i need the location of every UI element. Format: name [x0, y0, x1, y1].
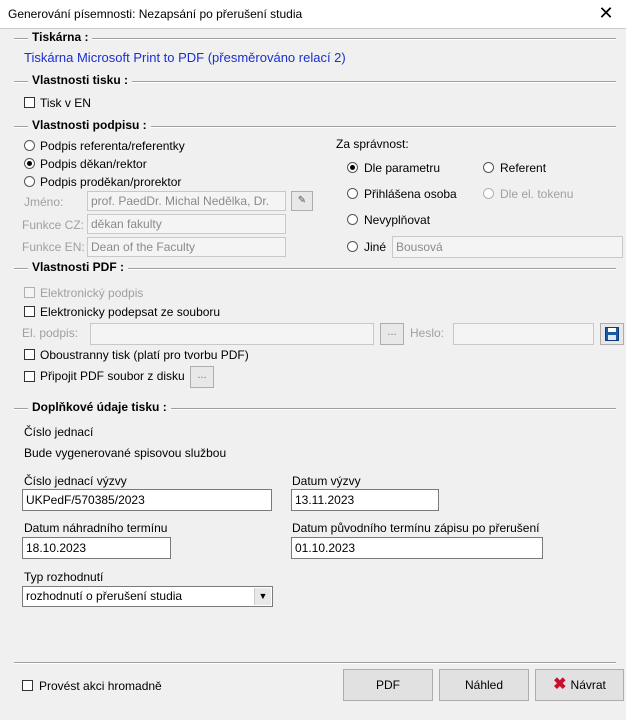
datum-vyzvy-label: Datum výzvy [292, 474, 361, 488]
radio-podpis-dekan[interactable] [24, 158, 35, 169]
radio-prihlasena-osoba-label: Přihlášena osoba [364, 187, 457, 201]
podepsat-ze-souboru-checkbox[interactable] [24, 306, 35, 317]
chevron-down-icon[interactable]: ▼ [254, 588, 271, 605]
radio-jine-label: Jiné [364, 240, 387, 254]
radio-dle-parametru[interactable] [347, 162, 358, 173]
close-icon[interactable]: ✕ [598, 3, 614, 23]
red-x-icon: ✖ [553, 676, 567, 693]
elektronicky-podpis-label: Elektronický podpis [40, 286, 144, 300]
navrat-button[interactable] [535, 669, 624, 701]
section-vlastnosti-pdf [14, 260, 616, 274]
radio-podpis-referenta-label: Podpis referenta/referentky [40, 139, 185, 153]
typ-rozhodnuti-label: Typ rozhodnutí [24, 570, 104, 584]
typ-rozhodnuti-value: rozhodnutí o přerušení studia [26, 589, 183, 603]
radio-podpis-dekan-label: Podpis děkan/rektor [40, 157, 147, 171]
radio-nevyplnovat-label: Nevyplňovat [364, 213, 431, 227]
floppy-disk-icon [605, 327, 619, 341]
datum-vyzvy-field[interactable]: 13.11.2023 [291, 489, 439, 511]
tisk-en-label: Tisk v EN [40, 96, 91, 110]
datum-nahradniho-field[interactable]: 18.10.2023 [22, 537, 171, 559]
datum-puvodniho-label: Datum původního termínu zápisu po přerušení [292, 521, 540, 535]
pdf-button[interactable]: PDF [343, 669, 433, 701]
signature-lookup-button[interactable] [291, 191, 313, 211]
window-title: Generování písemnosti: Nezapsání po přerušení studia [8, 7, 303, 21]
jmeno-field[interactable]: prof. PaedDr. Michal Nedělka, Dr. [87, 191, 286, 211]
el-podpis-label: El. podpis: [22, 326, 79, 340]
radio-jine[interactable] [347, 241, 358, 252]
funkce-cz-field[interactable]: děkan fakulty [87, 214, 286, 234]
section-heading: Vlastnosti podpisu : [28, 118, 151, 132]
funkce-cz-label: Funkce CZ: [22, 218, 85, 232]
el-podpis-browse-button[interactable]: ... [380, 323, 404, 345]
radio-referent-label: Referent [500, 161, 547, 175]
section-heading: Vlastnosti PDF : [28, 260, 128, 274]
cislo-jednaci-info: Bude vygenerované spisovou službou [24, 446, 227, 460]
section-doplnkove-udaje [14, 400, 616, 414]
oboustranny-checkbox[interactable] [24, 349, 35, 360]
funkce-en-field[interactable]: Dean of the Faculty [87, 237, 286, 257]
radio-referent[interactable] [483, 162, 494, 173]
pripojit-pdf-browse-button[interactable]: ... [190, 366, 214, 388]
funkce-en-label: Funkce EN: [22, 240, 85, 254]
section-heading: Vlastnosti tisku : [28, 73, 132, 87]
save-button[interactable] [600, 323, 624, 345]
jmeno-label: Jméno: [24, 195, 64, 209]
cj-vyzvy-label: Číslo jednací výzvy [24, 474, 127, 488]
navrat-label: Návrat [570, 678, 606, 692]
hromadne-checkbox[interactable] [22, 680, 33, 691]
cislo-jednaci-label: Číslo jednací [24, 425, 94, 439]
pripojit-pdf-checkbox[interactable] [24, 371, 35, 382]
tisk-en-checkbox[interactable] [24, 97, 35, 108]
section-heading: Doplňkové údaje tisku : [28, 400, 171, 414]
printer-name[interactable]: Tiskárna Microsoft Print to PDF (přesměrováno relací 2) [24, 50, 346, 65]
nahled-button[interactable]: Náhled [439, 669, 529, 701]
datum-puvodniho-field[interactable]: 01.10.2023 [291, 537, 543, 559]
za-spravnost-label: Za správnost: [336, 137, 409, 151]
radio-podpis-prodekan[interactable] [24, 176, 35, 187]
podepsat-ze-souboru-label: Elektronicky podepsat ze souboru [40, 305, 221, 319]
pripojit-pdf-label: Připojit PDF soubor z disku [40, 369, 185, 383]
hromadne-label: Provést akci hromadně [39, 679, 162, 693]
signature-lookup-icon: ✎ [297, 195, 307, 206]
section-tiskarna [14, 30, 616, 44]
jine-field[interactable]: Bousová [392, 236, 623, 258]
heslo-label: Heslo: [410, 326, 445, 340]
radio-nevyplnovat[interactable] [347, 214, 358, 225]
heslo-field[interactable] [453, 323, 594, 345]
datum-nahradniho-label: Datum náhradního termínu [24, 521, 168, 535]
radio-dle-tokenu [483, 188, 494, 199]
radio-dle-parametru-label: Dle parametru [364, 161, 441, 175]
cj-vyzvy-field[interactable]: UKPedF/570385/2023 [22, 489, 272, 511]
footer-divider [14, 662, 616, 664]
radio-prihlasena-osoba[interactable] [347, 188, 358, 199]
el-podpis-field[interactable] [90, 323, 374, 345]
section-vlastnosti-tisku [14, 73, 616, 87]
radio-dle-tokenu-label: Dle el. tokenu [500, 187, 574, 201]
section-vlastnosti-podpisu [14, 118, 616, 132]
radio-podpis-prodekan-label: Podpis proděkan/prorektor [40, 175, 182, 189]
elektronicky-podpis-checkbox [24, 287, 35, 298]
title-bar [0, 0, 626, 29]
radio-podpis-referenta[interactable] [24, 140, 35, 151]
section-heading: Tiskárna : [28, 30, 92, 44]
typ-rozhodnuti-select[interactable] [22, 586, 273, 607]
oboustranny-label: Oboustranny tisk (platí pro tvorbu PDF) [40, 348, 249, 362]
